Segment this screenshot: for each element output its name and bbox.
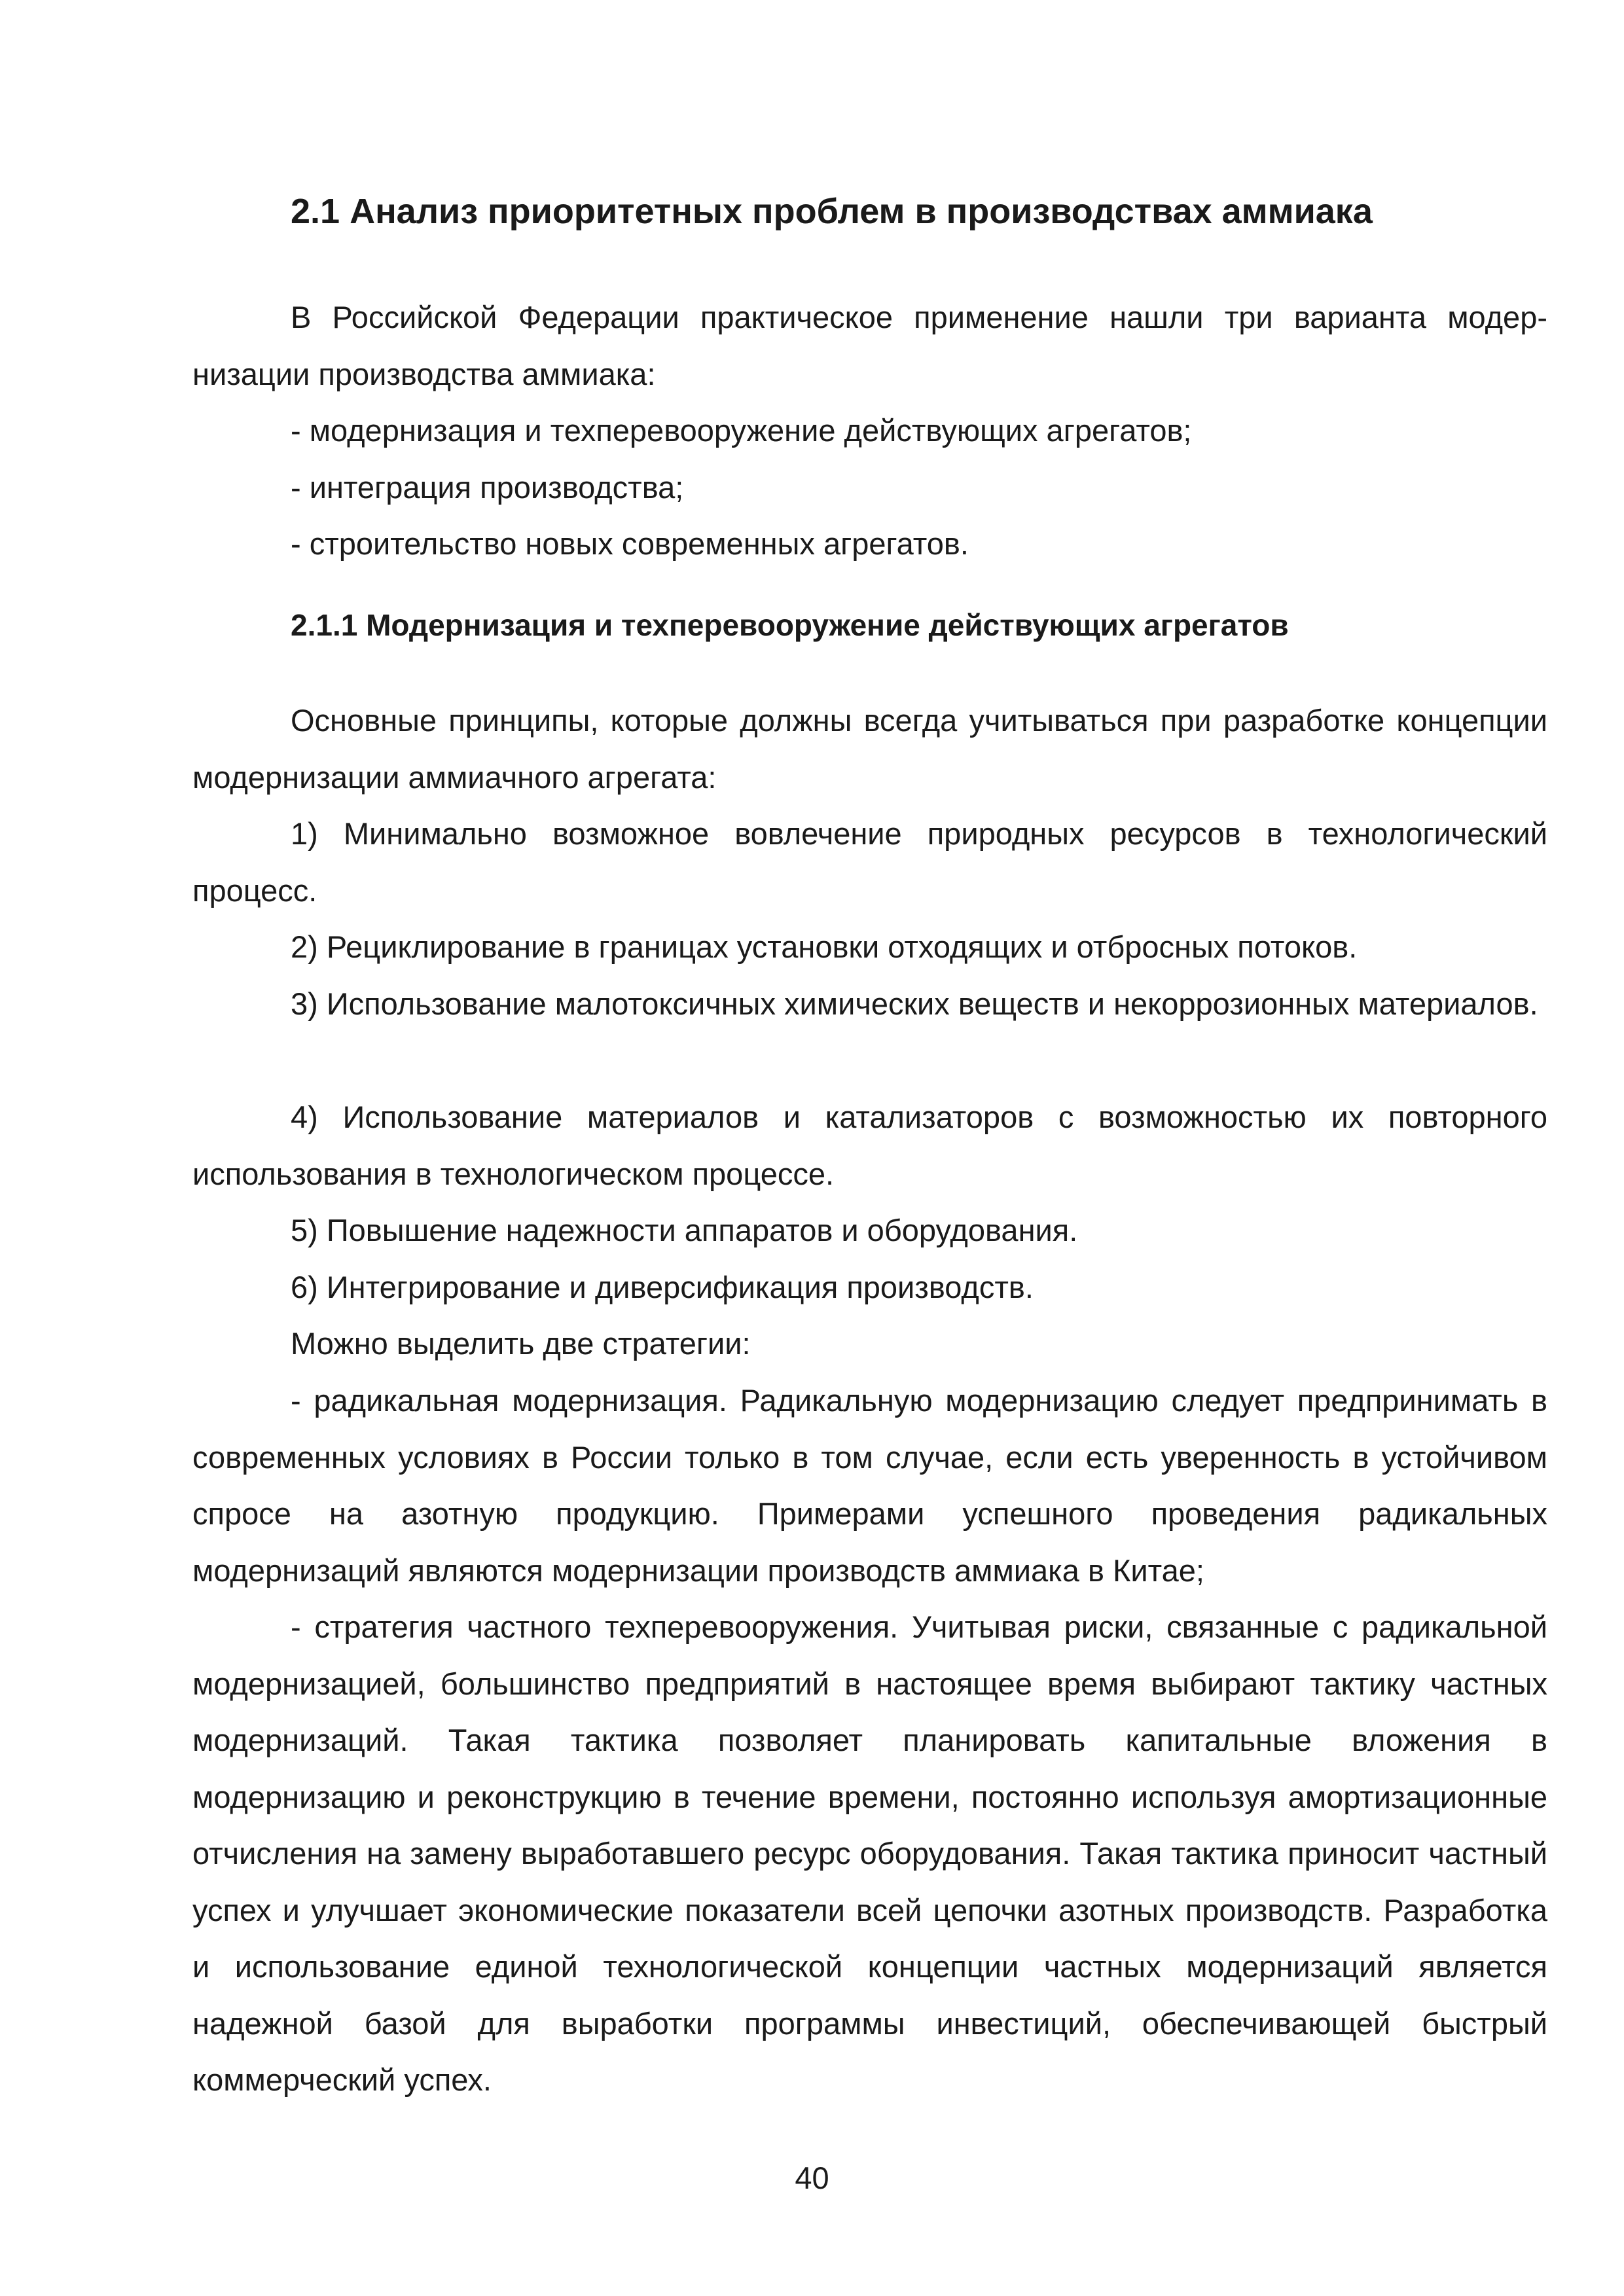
principle-item: 4) Использование материалов и катализаторов с возможностью их повторного использования в технологическом процессе. <box>192 1100 1547 1191</box>
variant-item: - строительство новых современных агрегатов. <box>291 526 969 561</box>
principle-item: 1) Минимально возможное вовлечение природных ресурсов в технологический процесс. <box>192 816 1547 908</box>
principles-intro-paragraph: Основные принципы, которые должны всегда учитываться при разработке концепции модернизации аммиачного агрегата: <box>192 703 1547 795</box>
page-number: 40 <box>795 2161 829 2195</box>
subsection-heading: 2.1.1 Модернизация и техперевооружение действующих агрегатов <box>291 608 1289 642</box>
strategies-intro-paragraph: Можно выделить две стратегии: <box>291 1326 751 1361</box>
strategy-item: - радикальная модернизация. Радикальную модернизацию следует предпринимать в современных условиях в России только в том случае, если есть уверенность в устойчивом спросе на азотную продукцию. Примерами успешного проведения радикальных модернизаций являются модернизации производств аммиака в Китае; <box>192 1383 1547 1588</box>
strategy-item: - стратегия частного техперевооружения. Учитывая риски, связанные с радикальной модернизацией, большинство предприятий в настоящее время выбирают тактику частных модернизаций. Такая тактика позволяет планировать капитальные вложения в модернизацию и реконструкцию в течение времени, постоянно используя амортизационные отчисления на замену выработавшего ресурс оборудования. Такая тактика приносит частный успех и улучшает экономические показатели всей цепочки азотных производств. Разработка и использование единой технологической концепции частных модернизаций является надежной базой для выработки программы инвестиций, обеспечивающей быстрый коммерческий успех. <box>192 1609 1547 2097</box>
principle-item: 2) Рециклирование в границах установки отходящих и отбросных потоков. <box>291 929 1358 964</box>
principle-item: 6) Интегрирование и диверсификация производств. <box>291 1270 1034 1304</box>
section-intro-paragraph: В Российской Федерации практическое применение нашли три варианта модернизации производства аммиака: <box>192 300 1547 391</box>
variant-item: - модернизация и техперевооружение действующих агрегатов; <box>291 413 1192 448</box>
variant-item: - интеграция производства; <box>291 470 684 505</box>
principle-item: 5) Повышение надежности аппаратов и оборудования. <box>291 1213 1078 1247</box>
principle-item: 3) Использование малотоксичных химических веществ и некоррозионных материалов. <box>291 986 1538 1021</box>
section-heading: 2.1 Анализ приоритетных проблем в производствах аммиака <box>291 192 1373 231</box>
